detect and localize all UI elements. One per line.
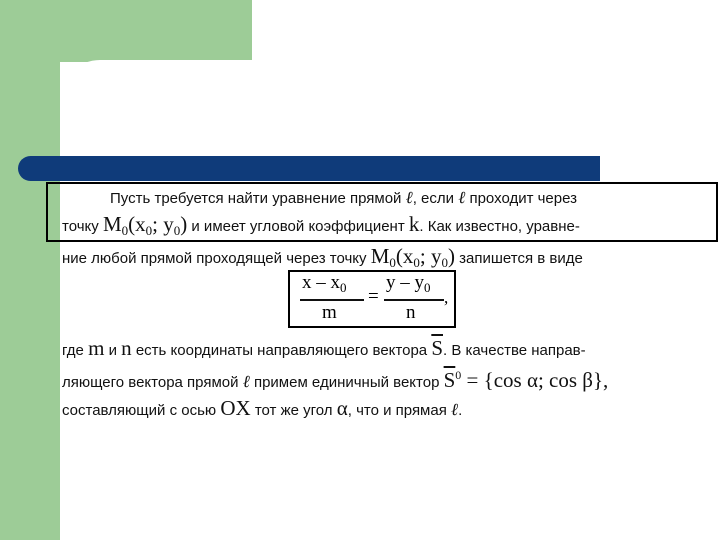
angle-alpha: α (336, 396, 348, 420)
ell-symbol: ℓ (451, 400, 459, 420)
text-line-5 (62, 368, 608, 393)
slope-k: k (408, 212, 420, 236)
fraction-bar-right (384, 299, 444, 301)
top-green-block (0, 0, 252, 62)
fraction-bar-left (300, 299, 364, 301)
line6-text-a: составляющий с осью (62, 402, 217, 419)
line2-text-a: точку (62, 218, 99, 235)
line1-text-a: Пусть требуется найти уравнение прямой (110, 190, 402, 207)
line5-text-a: ляющего вектора прямой (62, 374, 239, 391)
line4-text-b: и (108, 342, 117, 359)
line3-text-a: ние любой прямой проходящей через точку (62, 250, 367, 267)
axis-OX: OX (220, 396, 251, 420)
point-M0: $M_0(x_0$; $y_0$) (370, 244, 455, 270)
canonical-equation (292, 272, 454, 328)
line1-text-c: проходит через (469, 190, 578, 207)
line5-text-b: примем единичный вектор (253, 374, 440, 391)
line4-text-a: где (62, 342, 84, 359)
line6-text-b: тот же угол (254, 402, 333, 419)
line6-text-d: . (458, 402, 463, 419)
equation-left-numerator: x – $x_0$ (302, 272, 347, 295)
vector-S: $\overline{S}$ (431, 336, 443, 360)
coordinate-n: n (121, 336, 132, 360)
text-line-3 (62, 244, 583, 271)
point-M0: $M_0(x_0$; $y_0$) (102, 212, 188, 238)
text-line-4 (62, 336, 586, 361)
line3-text-b: запишется в виде (459, 250, 583, 267)
title-bar (18, 156, 600, 181)
equation-right-denominator: n (406, 302, 416, 323)
equation-left-denominator: m (322, 302, 337, 323)
text-line-2 (62, 212, 580, 239)
ell-symbol: ℓ (458, 188, 466, 208)
text-line-6 (62, 396, 462, 421)
equation-comma: , (444, 288, 449, 307)
line2-text-c: . Как известно, уравне- (419, 218, 580, 235)
ell-symbol: ℓ (405, 188, 413, 208)
coordinate-m: m (88, 336, 105, 360)
line2-text-b: и имеет угловой коэффициент (191, 218, 405, 235)
unit-vector-S0: $\overline{S}^0 = \{\cos$ α; cos β}, (443, 368, 609, 392)
ell-symbol: ℓ (242, 372, 250, 392)
text-line-1 (110, 188, 577, 208)
left-green-strip (0, 0, 60, 540)
line4-text-d: . В качестве направ- (443, 342, 586, 359)
equation-equals: = (368, 286, 379, 307)
line6-text-c: , что и прямая (347, 402, 447, 419)
line4-text-c: есть координаты направляющего вектора (135, 342, 428, 359)
line1-text-b: , если (412, 190, 455, 207)
equation-right-numerator: y – $y_0$ (386, 272, 431, 295)
